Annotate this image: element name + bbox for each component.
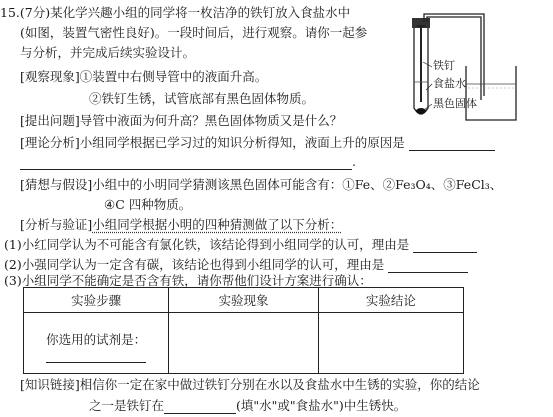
- knowledge-text: 相信你一定在家中做过铁钉分别在水以及食盐水中生锈的实验，你的结论: [79, 377, 480, 392]
- question-number: 15.: [0, 5, 20, 20]
- hypothesis-text-2: ④C 四种物质。: [104, 197, 192, 212]
- analysis-q2-line: [4, 257, 468, 273]
- analysis-tag: [分析与验证]: [20, 217, 93, 232]
- label-salt-water: 食盐水: [433, 77, 466, 90]
- analysis-q3: (3)小组同学不能确定是否含有铁，请你帮他们设计方案进行确认：: [4, 273, 372, 288]
- knowledge-answer-blank[interactable]: [164, 401, 236, 414]
- beaker: [466, 66, 516, 120]
- theory-answer-blank[interactable]: [409, 138, 495, 151]
- knowledge-text-2a: 之一是铁钉在: [89, 398, 165, 413]
- hypothesis-line: [20, 177, 502, 193]
- q2-answer-blank[interactable]: [388, 260, 468, 273]
- observe-tag: [观察现象]: [20, 69, 80, 84]
- apparatus-figure: [404, 12, 552, 132]
- question-score: (7分): [19, 5, 51, 20]
- q1-answer-blank[interactable]: [413, 240, 477, 253]
- theory-answer-blank-2[interactable]: [20, 157, 352, 170]
- header-steps: 实验步骤: [24, 288, 169, 313]
- analysis-text: 小组同学根据小明的四种猜测做了以下分析：: [92, 217, 343, 232]
- table-row: [24, 313, 464, 374]
- question-stem-3: 与分析，并完成后续实验设计。: [20, 45, 196, 60]
- black-solid-shape: [416, 108, 426, 114]
- hypothesis-text: 小组中的小明同学猜测该黑色固体可能含有：①Fe、②Fe₃O₄、③FeCl₃、: [92, 177, 503, 192]
- table-header-row: [24, 288, 464, 313]
- question-stem-2: (如图，装置气密性良好)。一段时间后，进行观察。请你一起参: [20, 25, 368, 40]
- apparatus-drawing: [404, 12, 552, 132]
- observe-line-2: [89, 91, 314, 107]
- theory-line-2: .: [20, 154, 356, 170]
- knowledge-text-2b: (填"水"或"食盐水")中生锈快。: [236, 398, 407, 413]
- question-line-1: [0, 5, 350, 21]
- theory-line: [20, 135, 495, 151]
- theory-tag: [理论分析]: [20, 135, 80, 150]
- reagent-answer-blank[interactable]: [46, 360, 146, 363]
- analysis-q2: (2)小强同学认为一定含有碳，该结论也得到小组同学的认可，理由是: [4, 257, 385, 272]
- reagent-prompt: 你选用的试剂是：: [46, 332, 147, 347]
- header-phenomenon: 实验现象: [169, 288, 319, 313]
- cell-conclusion[interactable]: [318, 313, 463, 374]
- question-raised-tag: [提出问题]: [20, 113, 80, 128]
- observe-item-2: ②铁钉生锈，试管底部有黑色固体物质。: [89, 91, 315, 106]
- cell-steps[interactable]: [24, 313, 169, 374]
- analysis-line: [20, 217, 342, 233]
- question-line-2: [20, 25, 367, 41]
- cell-phenomenon[interactable]: [169, 313, 319, 374]
- question-raised-line: [20, 113, 342, 129]
- pointer-water: [426, 84, 432, 90]
- observe-item-1: ①装置中右侧导管中的液面升高。: [79, 69, 268, 84]
- header-conclusion: 实验结论: [318, 288, 463, 313]
- hypothesis-tag: [猜想与假设]: [20, 177, 93, 192]
- knowledge-tag: [知识链接]: [20, 377, 80, 392]
- question-raised-text: 导管中液面为何升高？黑色固体物质又是什么？: [79, 113, 343, 128]
- observe-line-1: [20, 69, 267, 85]
- experiment-table: [23, 287, 464, 374]
- question-line-3: [20, 45, 195, 61]
- analysis-q1-line: [4, 237, 477, 253]
- theory-text: 小组同学根据已学习过的知识分析得知，液面上升的原因是: [79, 135, 405, 150]
- knowledge-line: [20, 377, 480, 393]
- label-nail: 铁钉: [433, 59, 455, 72]
- label-black-solid: 黑色固体: [433, 97, 477, 110]
- knowledge-line-2: [89, 398, 406, 414]
- hypothesis-line-2: [104, 197, 191, 213]
- question-stem-1: 某化学兴趣小组的同学将一枚洁净的铁钉放入食盐水中: [50, 5, 351, 20]
- analysis-q1: (1)小红同学认为不可能含有氯化铁，该结论得到小组同学的认可，理由是: [4, 237, 410, 252]
